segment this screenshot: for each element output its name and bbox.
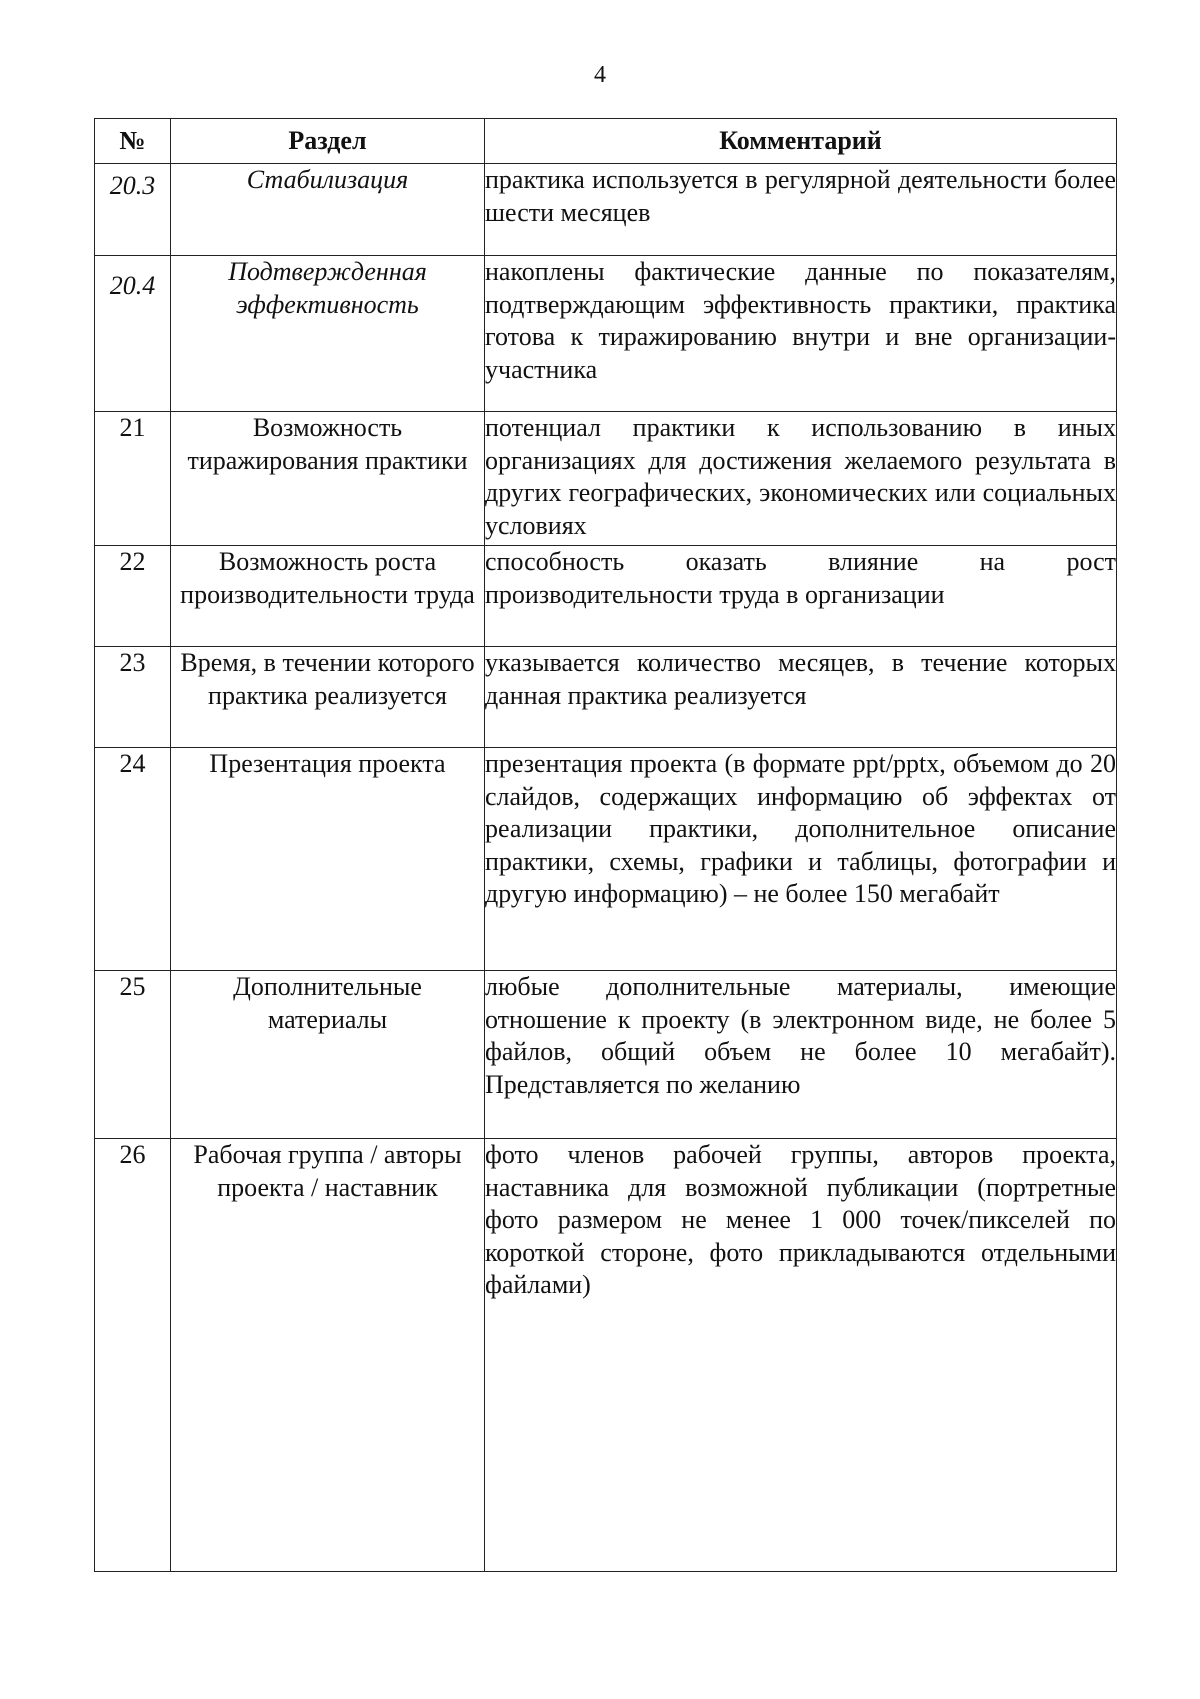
row-comment: накоплены фактические данные по показателям, подтверждающим эффективность практики, практика готова к тиражированию внутри и вне организации-участника [485, 256, 1117, 412]
page-number: 4 [594, 62, 606, 88]
row-number: 22 [95, 546, 171, 647]
row-comment: практика используется в регулярной деятельности более шести месяцев [485, 164, 1117, 256]
row-section: Рабочая группа / авторы проекта / наставник [171, 1139, 485, 1572]
row-section: Подтвержденная эффективность [171, 256, 485, 412]
table-row [95, 164, 1117, 256]
row-section: Стабилизация [171, 164, 485, 256]
header-number: № [95, 119, 171, 164]
row-comment: презентация проекта (в формате ppt/pptx, объемом до 20 слайдов, содержащих информацию об эффектах от реализации практики, дополнительное описание практики, схемы, графики и таблицы, фотографии и другую информацию) – не более 150 мегабайт [485, 748, 1117, 971]
table-row [95, 256, 1117, 412]
table-header-row [95, 119, 1117, 164]
row-section: Дополнительные материалы [171, 971, 485, 1139]
row-number: 26 [95, 1139, 171, 1572]
row-comment: фото членов рабочей группы, авторов проекта, наставника для возможной публикации (портретные фото размером не менее 1 000 точек/пикселей по короткой стороне, фото прикладываются отдельными файлами) [485, 1139, 1117, 1572]
row-comment: потенциал практики к использованию в иных организациях для достижения желаемого результата в других географических, экономических или социальных условиях [485, 412, 1117, 546]
row-number: 21 [95, 412, 171, 546]
table-row [95, 971, 1117, 1139]
header-section: Раздел [171, 119, 485, 164]
table-row [95, 748, 1117, 971]
table-row [95, 546, 1117, 647]
row-section: Возможность роста производительности труда [171, 546, 485, 647]
row-number: 20.3 [95, 164, 171, 256]
row-section: Время, в течении которого практика реализуется [171, 647, 485, 748]
table-row [95, 1139, 1117, 1572]
row-section: Возможность тиражирования практики [171, 412, 485, 546]
row-number: 23 [95, 647, 171, 748]
row-comment: любые дополнительные материалы, имеющие отношение к проекту (в электронном виде, не более 5 файлов, общий объем не более 10 мегабайт). Представляется по желанию [485, 971, 1117, 1139]
row-number: 24 [95, 748, 171, 971]
table-row [95, 412, 1117, 546]
row-number: 20.4 [95, 256, 171, 412]
row-number: 25 [95, 971, 171, 1139]
table-row [95, 647, 1117, 748]
row-comment: указывается количество месяцев, в течение которых данная практика реализуется [485, 647, 1117, 748]
row-comment: способность оказать влияние на рост производительности труда в организации [485, 546, 1117, 647]
criteria-table [94, 118, 1117, 1572]
header-comment: Комментарий [485, 119, 1117, 164]
row-section: Презентация проекта [171, 748, 485, 971]
